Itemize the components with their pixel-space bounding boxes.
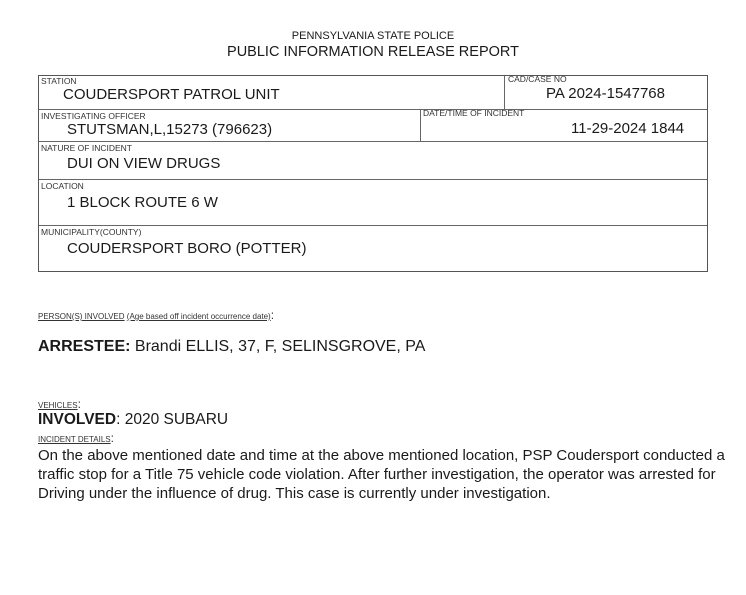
location-label: LOCATION: [41, 181, 84, 191]
vehicle-line: [38, 411, 228, 429]
divider: [420, 109, 421, 141]
vehicles-label: VEHICLES: [38, 401, 78, 410]
officer-label: INVESTIGATING OFFICER: [41, 111, 146, 121]
divider: [39, 109, 707, 110]
incident-form: [38, 75, 708, 272]
persons-label: PERSON(S) INVOLVED: [38, 312, 125, 321]
station-value: COUDERSPORT PATROL UNIT: [63, 86, 280, 103]
case-no-label: CAD/CASE NO: [508, 74, 567, 84]
location-value: 1 BLOCK ROUTE 6 W: [67, 194, 218, 211]
municipality-label: MUNICIPALITY(COUNTY): [41, 227, 142, 237]
incident-heading: [38, 431, 114, 445]
vehicles-heading: [38, 397, 81, 411]
divider: [504, 76, 505, 109]
vehicles-colon: :: [77, 397, 81, 411]
vehicle-details: : 2020 SUBARU: [116, 411, 229, 428]
incident-colon: :: [110, 431, 114, 445]
vehicle-role: INVOLVED: [38, 411, 117, 428]
datetime-value: 11-29-2024 1844: [571, 120, 685, 137]
divider: [39, 141, 707, 142]
nature-label: NATURE OF INCIDENT: [41, 143, 132, 153]
nature-value: DUI ON VIEW DRUGS: [67, 155, 221, 172]
station-label: STATION: [41, 76, 77, 86]
incident-label: INCIDENT DETAILS: [38, 435, 111, 444]
persons-colon: :: [270, 308, 275, 322]
report-title: PUBLIC INFORMATION RELEASE REPORT: [227, 44, 519, 60]
municipality-value: COUDERSPORT BORO (POTTER): [67, 240, 307, 257]
persons-heading: [38, 308, 274, 322]
arrestee-role: ARRESTEE:: [38, 338, 131, 355]
arrestee-line: [38, 338, 425, 356]
arrestee-details: Brandi ELLIS, 37, F, SELINSGROVE, PA: [130, 338, 426, 355]
divider: [39, 225, 707, 226]
officer-value: STUTSMAN,L,15273 (796623): [67, 121, 273, 138]
datetime-label: DATE/TIME OF INCIDENT: [423, 108, 525, 118]
case-no-value: PA 2024-1547768: [546, 85, 665, 102]
divider: [39, 179, 707, 180]
incident-details-text: On the above mentioned date and time at the above mentioned location, PSP Coudersport conducted a traffic stop for a Title 75 vehicle code violation. After further investigation, the operator was arrested for Driving under the influence of drug. This case is currently under investigation.: [38, 447, 725, 502]
agency-name: PENNSYLVANIA STATE POLICE: [291, 30, 455, 42]
persons-note: (Age based off incident occurrence date): [126, 312, 271, 321]
